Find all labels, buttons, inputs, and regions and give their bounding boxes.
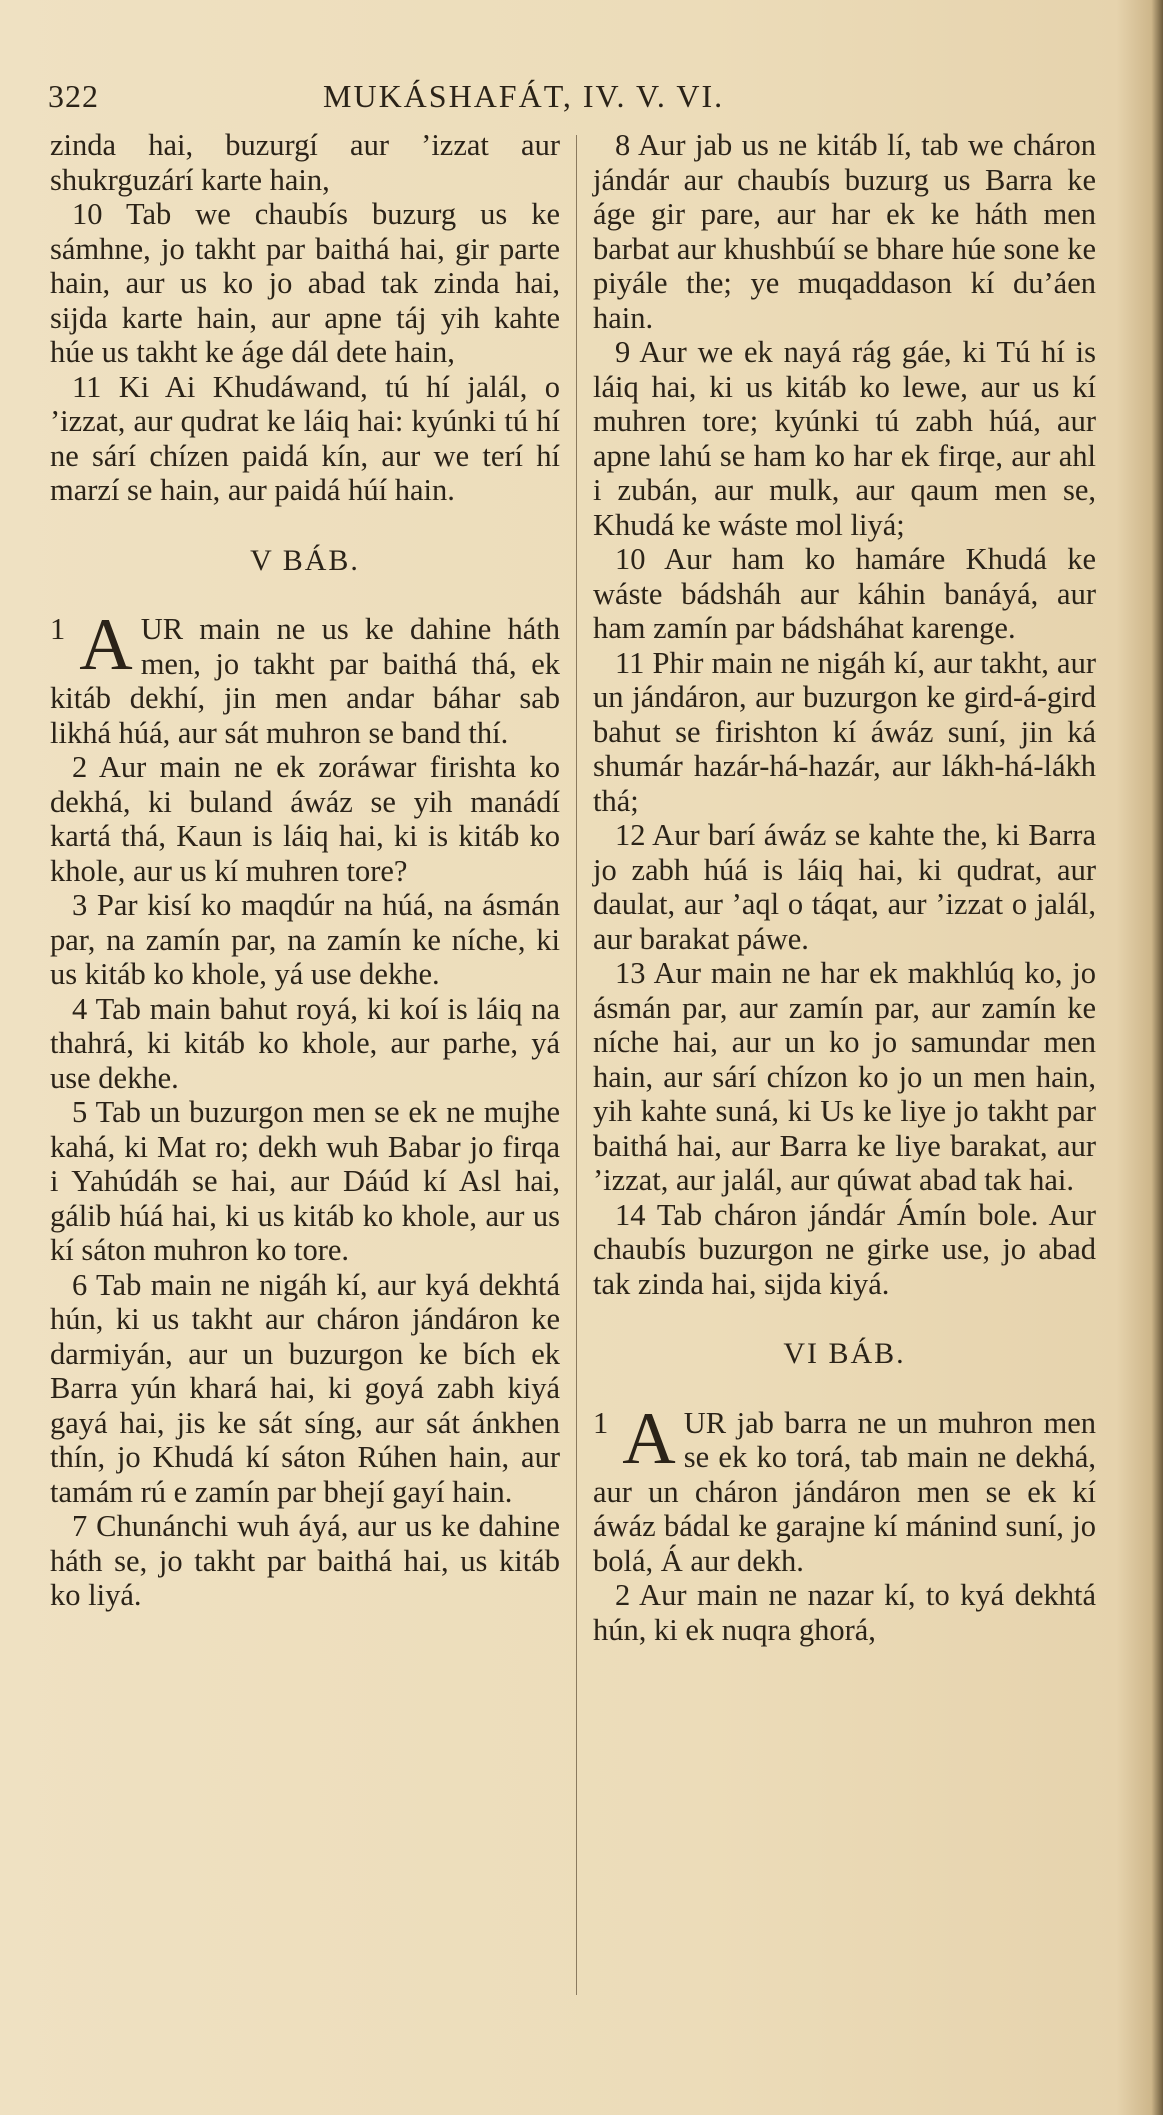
right-column <box>593 128 1096 1647</box>
verse-5-14: 14 Tab cháron jándár Ámín bole. Aur chaubís buzurgon ne girke use, jo abad tak zinda hai, sijda kiyá. <box>593 1197 1096 1301</box>
verse-5-10: 10 Aur ham ko hamáre Khudá ke wáste bádsháh aur káhin banáyá, aur ham zamín par bádsháhat karenge. <box>593 542 1096 645</box>
verse-number: 1 <box>50 612 66 646</box>
verse-5-9: 9 Aur we ek nayá rág gáe, ki Tú hí is láiq hai, ki us kitáb ko lewe, aur us kí muhren tore; kyúnki tú zabh húá, aur apne lahú se ham ko har ek firqe, aur ahl i zubán, aur mulk, aur qaum men se, Khudá ke wáste mol liyá; <box>593 335 1096 542</box>
verse-5-7: 7 Chunánchi wuh áyá, aur us ke dahine háth se, jo takht par baithá hai, us kitáb ko liyá. <box>50 1509 560 1612</box>
drop-cap: A <box>622 1397 676 1480</box>
verse-4-11: 11 Ki Ai Khudáwand, tú hí jalál, o ’izzat, aur qudrat ke láiq hai: kyúnki tú hí ne sárí chízen paidá kín, aur we terí hí marzí se hain, aur paidá húí hain. <box>50 369 560 507</box>
verse-5-8: 8 Aur jab us ne kitáb lí, tab we cháron jándár aur chaubís buzurg us Barra ke áge gir pare, aur har ek ke háth men barbat aur khushbúí se bhare húe sone ke piyále the; ye muqaddason kí du’áen hain. <box>593 128 1096 335</box>
verse-continuation: zinda hai, buzurgí aur ’izzat aur shukrguzárí karte hain, <box>50 128 560 197</box>
verse-5-6: 6 Tab main ne nigáh kí, aur kyá dekhtá hún, ki us takht aur cháron jándáron ke darmiyán, aur un buzurgon ke bích ek Barra yún khará hai, ki goyá zabh kiyá gayá hai, jis ke sát síng, aur sát ánkhen thín, jo Khudá kí sáton Rúhen hain, aur tamám rú e zamín par bhejí gayí hain. <box>50 1267 560 1509</box>
chapter-6-heading: VI BÁB. <box>783 1337 906 1370</box>
verse-6-2: 2 Aur main ne nazar kí, to kyá dekhtá hún, ki ek nuqra ghorá, <box>593 1578 1096 1647</box>
chapter-5-heading: V BÁB. <box>250 543 360 577</box>
verse-number: 1 <box>593 1405 609 1440</box>
page-number: 322 <box>48 78 99 114</box>
verse-text: UR jab barra ne un muhron men se ek ko torá, tab main ne dekhá, aur un cháron jándáron men se ek kí áwáz bádal ke garajne kí mánind suní, jo bolá, Á aur dekh. <box>593 1405 1096 1578</box>
verse-5-2: 2 Aur main ne ek zoráwar firishta ko dekhá, ki buland áwáz se yih manádí kartá thá, Kaun is láiq hai, ki is kitáb ko khole, aur us kí muhren tore? <box>50 750 560 888</box>
verse-text: UR main ne us ke dahine háth men, jo takht par baithá thá, ek kitáb dekhí, jin men andar báhar sab likhá húá, aur sát muhron se band thí. <box>50 612 560 750</box>
verse-5-5: 5 Tab un buzurgon men se ek ne mujhe kahá, ki Mat ro; dekh wuh Babar jo firqa i Yahúdáh se hai, aur Dáúd kí Asl hai, gálib húá hai, ki us kitáb ko khole, aur us kí sáton muhron ko tore. <box>50 1095 560 1267</box>
verse-4-10: 10 Tab we chaubís buzurg us ke sámhne, jo takht par baithá hai, gir parte hain, aur us ko jo abad tak zinda hai, sijda karte hain, aur apne táj yih kahte húe us takht ke áge dál dete hain, <box>50 197 560 369</box>
drop-cap: A <box>79 604 133 686</box>
verse-5-3: 3 Par kisí ko maqdúr na húá, na ásmán par, na zamín par, na zamín ke níche, ki us kitáb ko khole, yá use dekhe. <box>50 888 560 991</box>
running-title: MUKÁSHAFÁT, IV. V. VI. <box>323 78 725 114</box>
verse-5-12: 12 Aur barí áwáz se kahte the, ki Barra jo zabh húá is láiq hai, ki qudrat, aur daulat, aur ’aql o táqat, aur ’izzat o jalál, aur barakat páwe. <box>593 818 1096 956</box>
verse-6-1 <box>593 1397 1096 1579</box>
verse-5-13: 13 Aur main ne har ek makhlúq ko, jo ásmán par, aur zamín par, aur zamín ke níche hai, aur un ko jo samundar men hain, aur sárí chízon ko jo un men hain, yih kahte suná, ki Us ke liye jo takht par baithá hai, aur Barra ke liye barakat, aur ’izzat, aur jalál, aur qúwat abad tak hai. <box>593 956 1096 1197</box>
verse-5-1 <box>50 604 560 750</box>
page-header <box>0 78 1163 118</box>
column-divider <box>576 135 577 1995</box>
verse-5-4: 4 Tab main bahut royá, ki koí is láiq na thahrá, ki kitáb ko khole, aur parhe, yá use dekhe. <box>50 991 560 1095</box>
verse-5-11: 11 Phir main ne nigáh kí, aur takht, aur un jándáron, aur buzurgon ke gird-á-gird bahut se firishton kí áwáz suní, jin ká shumár hazár-há-hazár, aur lákh-há-lákh thá; <box>593 645 1096 818</box>
left-column <box>50 128 560 1613</box>
